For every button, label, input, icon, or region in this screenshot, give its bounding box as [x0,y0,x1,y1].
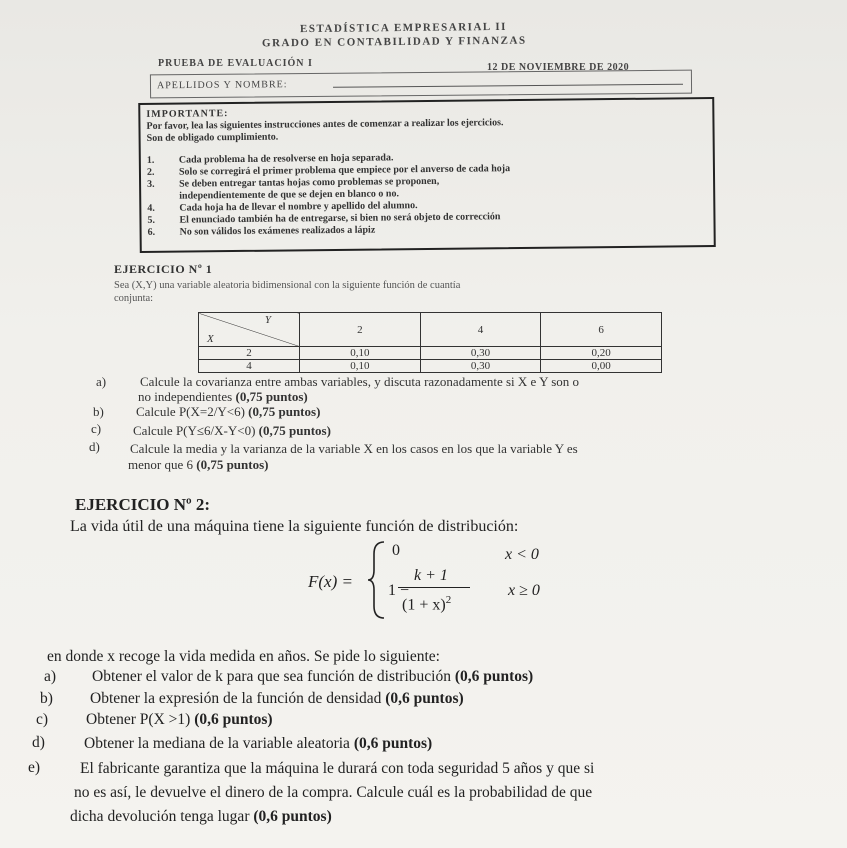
question-text: no es así, le devuelve el dinero de la compra. Calcule cuál es la probabilidad de que [74,784,593,801]
question-text: no independientes (0,75 puntos) [138,389,308,404]
exercise-1-intro-2: conjunta: [114,293,154,304]
table-cell: 0,00 [541,360,662,373]
table-row [199,347,662,360]
instruction-num: 3. [147,178,155,190]
degree-title: GRADO EN CONTABILIDAD Y FINANZAS [261,34,527,50]
table-cell: 0,20 [541,347,662,360]
exam-name: PRUEBA DE EVALUACIÓN I [158,58,313,69]
instruction-text: independientemente de que se dejen en blanco o no. [179,188,399,202]
question-points: (0,6 puntos) [454,668,534,685]
instruction-text: No son válidos los exámenes realizados a lápiz [179,224,376,238]
question-letter: a) [96,374,107,389]
question-text: Obtener P(X >1) (0,6 puntos) [86,711,273,728]
exercise-2-intro: La vida útil de una máquina tiene la siguiente función de distribución: [70,518,519,535]
name-label: APELLIDOS Y NOMBRE: [156,79,288,92]
instruction-num: 5. [147,214,156,226]
instruction-text: Cada problema ha de resolverse en hoja separada. [178,152,394,166]
question-text: Calcule P(Y≤6/X-Y<0) (0,75 puntos) [133,423,331,438]
exercise-2-title: EJERCICIO Nº 2: [75,495,211,514]
left-brace-icon [366,540,388,620]
row-header: 2 [199,347,300,360]
table-corner [199,313,300,347]
course-title: ESTADÍSTICA EMPRESARIAL II [299,20,507,36]
instruction-num: 6. [147,226,156,238]
question-letter: d) [89,439,100,454]
formula-denominator: $(1 + x)^2$ [402,594,452,614]
question-letter: e) [28,759,41,776]
table-row [199,360,662,373]
question-points: (0,75 puntos) [235,389,308,404]
question-letter: b) [40,690,53,707]
table-cell: 0,30 [420,347,541,360]
exercise-1-title: EJERCICIO Nº 1 [114,262,213,276]
question-letter: b) [93,404,104,419]
question-points: (0,6 puntos) [194,711,273,728]
instruction-num: 4. [147,202,155,214]
question-letter: d) [32,734,45,751]
row-header: 4 [199,360,300,373]
question-points: (0,6 puntos) [353,735,433,752]
corner-x-label: X [207,333,214,345]
table-cell: 0,30 [420,360,541,373]
corner-y-label: Y [264,314,271,326]
question-text: Obtener la mediana de la variable aleatoria (0,6 puntos) [84,735,433,752]
instructions-intro-2: Son de obligado cumplimiento. [146,131,279,144]
formula-numerator: k + 1 [414,567,448,584]
question-text: menor que 6 (0,75 puntos) [128,457,269,472]
column-header: 4 [420,313,541,347]
question-text: dicha devolución tenga lugar (0,6 puntos) [70,808,332,825]
question-text: Calcule la covarianza entre ambas variables, y discuta razonadamente si X e Y son o [140,374,580,389]
instruction-num: 2. [146,166,155,178]
instructions-title: IMPORTANTE: [146,108,229,120]
question-points: (0,6 puntos) [253,808,332,825]
name-field [150,70,692,99]
question-text: El fabricante garantiza que la máquina le durará con toda seguridad 5 años y que si [80,760,595,777]
question-letter: a) [44,668,57,685]
question-points: (0,6 puntos) [385,690,464,707]
joint-probability-table [198,312,662,373]
formula-case2-prefix: 1 − [388,582,410,599]
exercise-2-after: en donde x recoge la vida medida en años. Se pide lo siguiente: [47,648,440,665]
formula-case2-cond: x ≥ 0 [508,582,540,599]
question-points: (0,75 puntos) [196,457,269,472]
instruction-num: 1. [146,154,155,166]
exercise-1-intro: Sea (X,Y) una variable aleatoria bidimensional con la siguiente función de cuantía [114,280,461,291]
instruction-text: Se deben entregar tantas hojas como problemas se proponen, [179,175,440,190]
question-text: Calcule P(X=2/Y<6) (0,75 puntos) [136,404,321,419]
formula-case1-value: 0 [392,542,400,559]
column-header: 6 [541,313,662,347]
name-line [333,84,683,88]
question-letter: c) [91,421,102,436]
exam-date: 12 DE NOVIEMBRE DE 2020 [487,62,630,73]
instructions-intro: Por favor, lea las siguientes instrucciones antes de comenzar a realizar los ejercicios. [146,117,504,132]
question-text: Calcule la media y la varianza de la variable X en los casos en los que la variable Y es [130,441,578,456]
fraction-bar [398,587,470,588]
instruction-text: Cada hoja ha de llevar el nombre y apellido del alumno. [179,200,418,214]
column-header: 2 [300,313,421,347]
table-cell: 0,10 [300,347,421,360]
question-text: Obtener el valor de k para que sea función de distribución (0,6 puntos) [92,668,534,685]
formula-lhs: F(x) = [308,572,353,591]
formula-case1-cond: x < 0 [505,546,539,563]
question-points: (0,75 puntos) [258,423,331,438]
question-points: (0,75 puntos) [248,404,321,419]
formula-exponent: 2 [445,594,452,606]
instruction-text: Solo se corregirá el primer problema que empiece por el anverso de cada hoja [178,163,511,178]
instructions-box [138,97,716,253]
question-text: Obtener la expresión de la función de densidad (0,6 puntos) [90,690,464,707]
instruction-text: El enunciado también ha de entregarse, si bien no será objeto de corrección [179,211,501,226]
table-cell: 0,10 [300,360,421,373]
question-letter: c) [36,711,49,728]
